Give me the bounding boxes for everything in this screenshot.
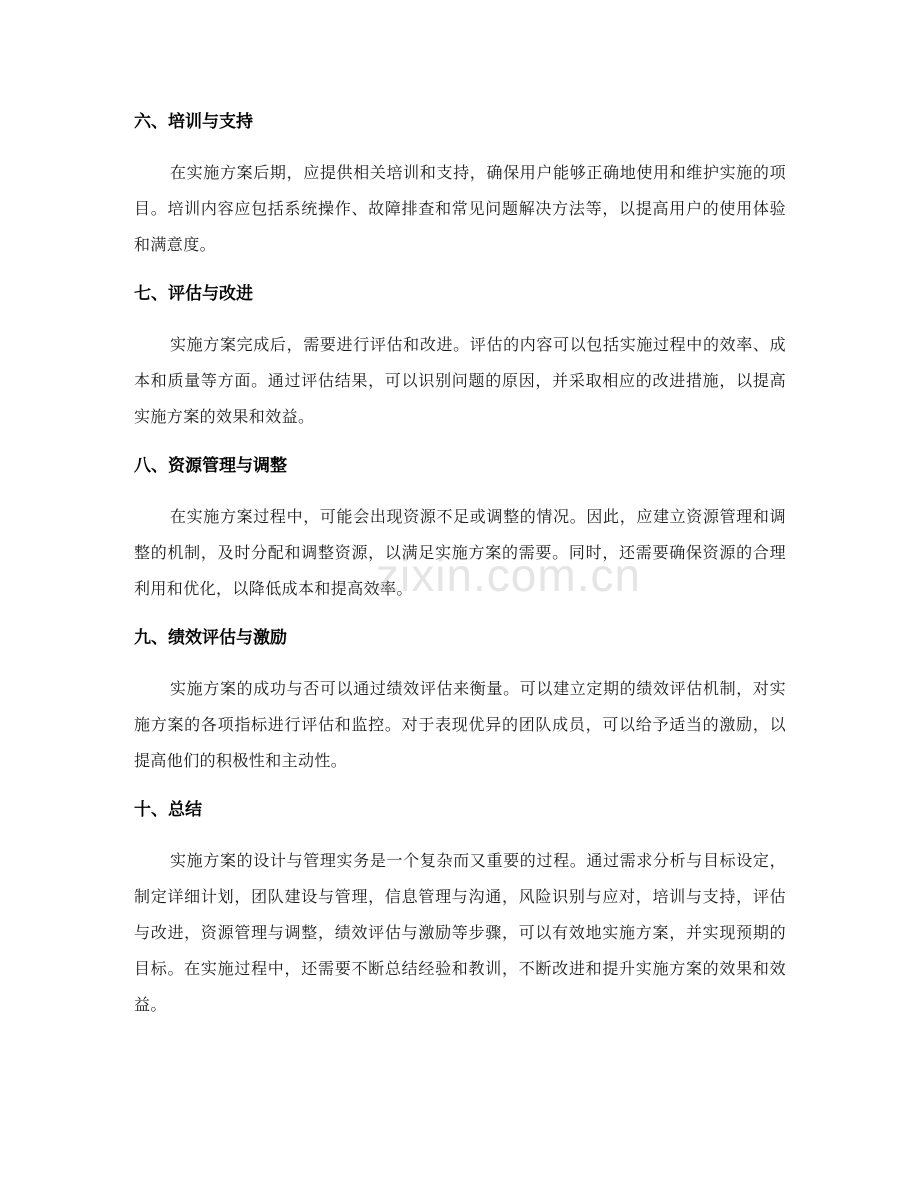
section-heading: 九、绩效评估与激励 <box>134 628 287 648</box>
section-paragraph: 实施方案完成后，需要进行评估和改进。评估的内容可以包括实施过程中的效率、成本和质量等方面。通过评估结果，可以识别问题的原因，并采取相应的改进措施，以提高实施方案的效果和效益。 <box>134 335 786 426</box>
section-paragraph: 实施方案的成功与否可以通过绩效评估来衡量。可以建立定期的绩效评估机制，对实施方案的各项指标进行评估和监控。对于表现优异的团队成员，可以给予适当的激励，以提高他们的积极性和主动性。 <box>134 679 786 770</box>
document-body <box>134 107 786 1039</box>
section-evaluation-improvement <box>134 279 786 435</box>
section-performance-incentive <box>134 623 786 779</box>
section-heading: 八、资源管理与调整 <box>134 456 287 476</box>
section-resource-management <box>134 451 786 607</box>
section-heading: 十、总结 <box>134 800 202 820</box>
section-paragraph: 在实施方案后期，应提供相关培训和支持，确保用户能够正确地使用和维护实施的项目。培训内容应包括系统操作、故障排查和常见问题解决方法等，以提高用户的使用体验和满意度。 <box>134 163 786 254</box>
section-training-support <box>134 107 786 263</box>
section-summary <box>134 795 786 1023</box>
section-paragraph: 实施方案的设计与管理实务是一个复杂而又重要的过程。通过需求分析与目标设定，制定详细计划，团队建设与管理，信息管理与沟通，风险识别与应对，培训与支持，评估与改进，资源管理与调整，绩效评估与激励等步骤，可以有效地实施方案，并实现预期的目标。在实施过程中，还需要不断总结经验和教训，不断改进和提升实施方案的效果和效益。 <box>134 851 786 1014</box>
section-heading: 六、培训与支持 <box>134 112 253 132</box>
section-paragraph: 在实施方案过程中，可能会出现资源不足或调整的情况。因此，应建立资源管理和调整的机制，及时分配和调整资源，以满足实施方案的需要。同时，还需要确保资源的合理利用和优化，以降低成本和提高效率。 <box>134 507 786 598</box>
watermark-text: zixin.com.cn <box>376 549 642 601</box>
section-heading: 七、评估与改进 <box>134 284 253 304</box>
